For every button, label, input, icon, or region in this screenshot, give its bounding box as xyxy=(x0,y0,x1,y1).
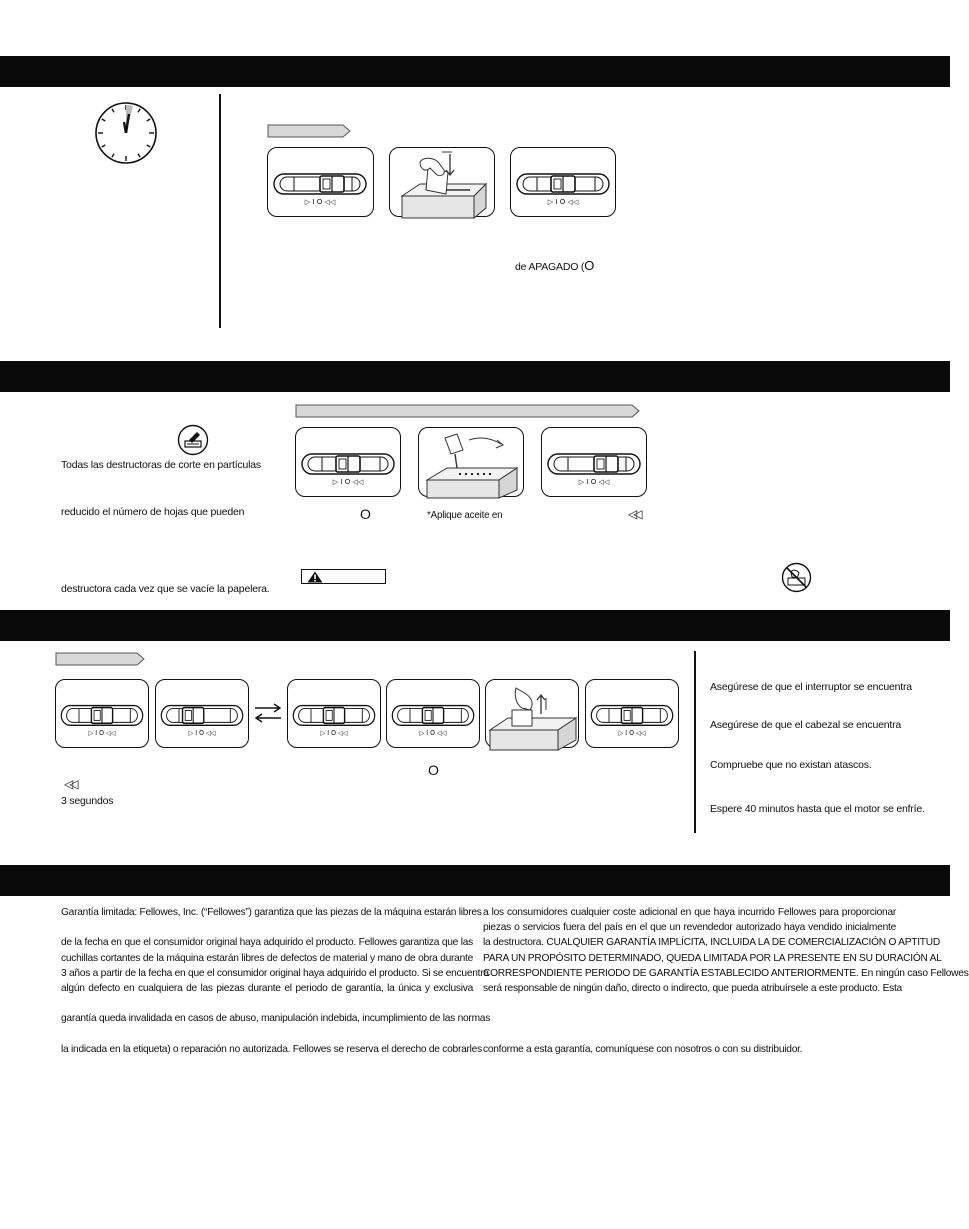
warranty-right-line: PARA UN PROPÓSITO DETERMINADO, QUEDA LIMITADA POR LA PRESENTE EN SU DURACIÓN AL xyxy=(483,952,942,964)
off-symbol: O xyxy=(360,506,371,522)
long-step-arrow-tag xyxy=(295,404,641,418)
switch-icon xyxy=(387,680,479,746)
section3-divider xyxy=(694,651,696,833)
switch-panel-2 xyxy=(510,147,616,217)
warranty-right-column xyxy=(483,905,969,1057)
switch-position-labels: ▷ I O ◁◁ xyxy=(618,728,646,738)
switch-position-labels: ▷ I O ◁◁ xyxy=(88,728,116,738)
switch-panel-9 xyxy=(585,679,679,748)
section-header-bar-2 xyxy=(0,361,950,392)
switch-position-labels: ▷ I O ◁◁ xyxy=(578,478,610,486)
switch-icon xyxy=(296,428,400,495)
switch-icon xyxy=(156,680,248,746)
switch-position-labels: ▷ I O ◁◁ xyxy=(304,198,336,206)
hand-removing-paper-icon xyxy=(486,680,578,747)
warranty-left-line: de la fecha en que el consumidor original haya adquirido el producto. Fellowes garantiza que las xyxy=(61,937,473,949)
feed-paper-panel xyxy=(389,147,495,217)
oil-text-line-1: Todas las destructoras de corte en partículas xyxy=(61,459,261,471)
tip-switch: Asegúrese de que el interruptor se encuentra xyxy=(710,681,912,693)
warranty-left-column xyxy=(61,905,491,1057)
seconds-label: 3 segundos xyxy=(61,795,114,807)
warranty-right-line: CORRESPONDIENTE PERIODO DE GARANTÍA ESTABLECIDO ANTERIORMENTE. En ningún caso Fellowes xyxy=(483,967,969,979)
tip-jams: Compruebe que no existan atascos. xyxy=(710,759,872,771)
apagado-label: de APAGADO (O xyxy=(515,258,595,273)
switch-panel-4 xyxy=(541,427,647,497)
switch-icon xyxy=(542,428,646,495)
tip-motor-cool: Espere 40 minutos hasta que el motor se enfríe. xyxy=(710,803,925,815)
warranty-left-line: algún defecto en cualquiera de las piezas durante el periodo de garantía, la única y exclusiva xyxy=(61,982,473,994)
switch-panel-5 xyxy=(55,679,149,748)
switch-icon xyxy=(586,680,678,746)
oil-icon xyxy=(177,424,209,456)
step-arrow-tag xyxy=(55,652,145,666)
switch-panel-3 xyxy=(295,427,401,497)
warranty-left-line: cuchillas cortantes de la máquina estarán libres de defectos de material y mano de obra durante xyxy=(61,952,473,964)
switch-position-labels: ▷ I O ◁◁ xyxy=(320,728,348,738)
warranty-left-line: 3 años a partir de la fecha en que el consumidor original haya adquirido el producto. Si se encuentra xyxy=(61,967,489,979)
no-hands-warning-icon xyxy=(781,562,812,593)
warranty-left-line: la indicada en la etiqueta) o reparación no autorizada. Fellowes se reserva el derecho de cobrarles xyxy=(61,1043,482,1055)
hand-feeding-paper-icon xyxy=(390,148,494,216)
switch-icon xyxy=(56,680,148,746)
switch-icon xyxy=(288,680,380,746)
warranty-right-line: conforme a esta garantía, comuníquese con nosotros o con su distribuidor. xyxy=(483,1043,803,1055)
section1-divider xyxy=(219,94,221,328)
switch-position-labels: ▷ I O ◁◁ xyxy=(332,478,364,486)
section-header-bar-3 xyxy=(0,610,950,641)
reverse-symbol-small: ◁◁ xyxy=(64,777,75,791)
warranty-right-line: la destructora. CUALQUIER GARANTÍA IMPLÍCITA, INCLUIDA LA DE COMERCIALIZACIÓN O APTITUD xyxy=(483,937,940,949)
switch-position-labels: ▷ I O ◁◁ xyxy=(188,728,216,738)
oil-note: *Aplique aceite en xyxy=(427,510,503,521)
warranty-right-line: piezas o servicios fuera del país en el que un revendedor autorizado haya vendido inicialmente xyxy=(483,922,896,934)
warning-triangle-icon xyxy=(307,571,323,583)
off-symbol-section3: O xyxy=(428,762,439,778)
switch-panel-6 xyxy=(155,679,249,748)
switch-position-labels: ▷ I O ◁◁ xyxy=(419,728,447,738)
oil-application-panel xyxy=(418,427,524,497)
section-header-bar-1 xyxy=(0,56,950,87)
section-header-bar-4 xyxy=(0,865,950,896)
step-arrow-tag xyxy=(267,124,351,138)
warranty-left-line: garantía queda invalidada en casos de abuso, manipulación indebida, incumplimiento de las normas xyxy=(61,1013,491,1025)
switch-panel-1 xyxy=(267,147,374,217)
warranty-left-line: Garantía limitada: Fellowes, Inc. (“Fellowes”) garantiza que las piezas de la máquina estarán libres xyxy=(61,907,482,918)
switch-panel-8 xyxy=(386,679,480,748)
warranty-right-line: será responsable de ningún daño, directo o indirecto, que pueda atribuírsele a este producto. Esta xyxy=(483,982,902,994)
switch-icon xyxy=(511,148,615,215)
reverse-symbol: ◁◁ xyxy=(628,507,639,521)
switch-position-labels: ▷ I O ◁◁ xyxy=(547,198,579,206)
switch-icon xyxy=(268,148,372,215)
warning-label xyxy=(301,569,386,584)
oil-text-line-3: destructora cada vez que se vacíe la papelera. xyxy=(61,583,270,595)
oil-bottle-icon xyxy=(419,428,523,496)
oil-text-line-2: reducido el número de hojas que pueden xyxy=(61,506,245,518)
tip-head: Asegúrese de que el cabezal se encuentra xyxy=(710,719,902,731)
switch-panel-7 xyxy=(287,679,381,748)
warranty-right-line: a los consumidores cualquier coste adicional en que haya incurrido Fellowes para proporcionar xyxy=(483,907,896,918)
toggle-arrows-icon xyxy=(253,702,283,724)
clock-icon xyxy=(93,100,159,166)
remove-paper-panel xyxy=(485,679,579,748)
